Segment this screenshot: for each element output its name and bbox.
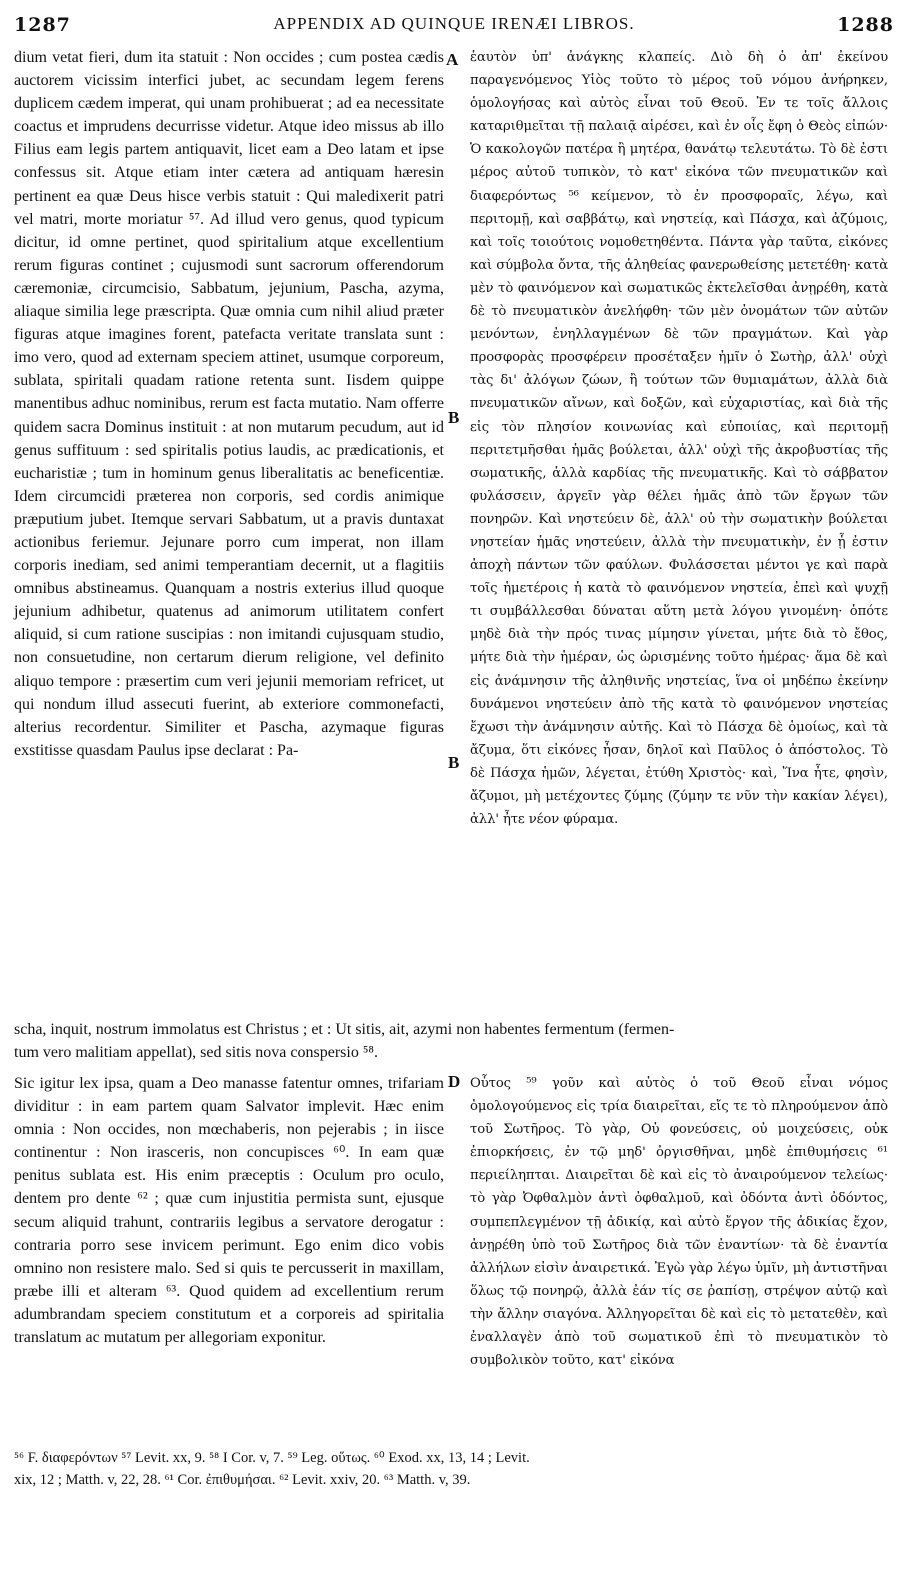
greek-column-lower (470, 1072, 888, 1372)
footnote-line-1: ⁵⁶ F. διαφερόντων ⁵⁷ Levit. xx, 9. ⁵⁸ I Cor. v, 7. ⁵⁹ Leg. οὕτως. ⁶⁰ Exod. xx, 13, 14 ; Levit. (14, 1450, 530, 1466)
margin-letter-d: D (448, 1072, 461, 1091)
latin-column-upper (14, 46, 444, 762)
greek-column-upper (470, 46, 888, 831)
page-number-right: 1288 (837, 14, 894, 36)
margin-letter-b1: B (448, 408, 460, 427)
footnote-line-2: xix, 12 ; Matth. v, 22, 28. ⁶¹ Cor. ἐπιθυμήσαι. ⁶² Levit. xxiv, 20. ⁶³ Matth. v, 39. (14, 1472, 471, 1488)
running-header (14, 14, 894, 40)
spanning-line-2: tum vero malitiam appellat), sed sitis nova conspersio ⁵⁸. (14, 1044, 378, 1061)
page-number-left: 1287 (14, 14, 71, 36)
latin-column-lower (14, 1072, 444, 1349)
running-title: APPENDIX AD QUINQUE IRENÆI LIBROS. (273, 14, 635, 33)
latin-paragraph-2: Sic igitur lex ipsa, quam a Deo manasse fatentur omnes, trifariam dividitur : in eam partem quam Salvator implevit. Hæc enim omnia : Non occides, non mœchaberis, non pejerabis ; in iisce continentur : Non irasceris, non concupisces ⁶⁰. In eam quæ penitus sublata est. His enim præceptis : Oculum pro oculo, dentem pro dente ⁶² ; quæ cum injustitia permista sunt, ejusque secum aliquid trahunt, contrariis legibus a servatore derogatur : contraria porro sese invicem perimunt. Ego enim dico vobis omnino non resistere malo. Sed si quis te percusserit in maxillam, præbe illi et alteram ⁶³. Quod quidem ad excellentium rerum adumbrandam speciem constitutum et a corporeis ad spiritalia translatum ac mutatum per allegoriam exponitur. (14, 1075, 444, 1347)
greek-paragraph-2: Οὗτος ⁵⁹ γοῦν καὶ αὐτὸς ὁ τοῦ Θεοῦ εἶναι νόμος ὁμολογούμενος εἰς τρία διαιρεῖται, εἴς τε τὸ πληρούμενον ἀπὸ τοῦ Σωτῆρος. Τὸ γὰρ, Οὐ φονεύσεις, οὐ μοιχεύσεις, οὐκ ἐπιορκήσεις, ἐν τῷ μηδ' ὀργισθῆναι, μηδὲ ἐπιθυμήσεις ⁶¹ περιείληπται. Διαιρεῖται δὲ καὶ εἰς τὸ ἀναιρούμενον τελείως· τὸ γὰρ Ὀφθαλμὸν ἀντὶ ὀφθαλμοῦ, καὶ ὀδόντα ἀντὶ ὀδόντος, συμπεπλεγμένον τῇ ἀδικίᾳ, καὶ αὐτὸ ἔργον τῆς ἀδικίας ἔχον, ἀνῃρέθη ὑπὸ τοῦ Σωτῆρος διὰ τῶν ἐναντίων· τὰ δὲ ἐναντία ἀλλήλων εἰσὶν ἀναιρετικά. Ἐγὼ γὰρ λέγω ὑμῖν, μὴ ἀντιστῆναι ὅλως τῷ πονηρῷ, ἀλλὰ ἐάν τίς σε ῥαπίσῃ, στρέψον αὐτῷ καὶ τὴν ἄλλην σιαγόνα. Ἀλληγορεῖται δὲ καὶ εἰς τὸ μετατεθὲν, καὶ ἐναλλαγὲν ἀπὸ τοῦ σωματικοῦ ἐπὶ τὸ πνευματικὸν τὸ συμβολικὸν τοῦτο, κατ' εἰκόνα (470, 1076, 888, 1369)
margin-letter-b2: B (448, 753, 460, 772)
spanning-line-1: scha, inquit, nostrum immolatus est Christus ; et : Ut sitis, ait, azymi non habentes fermentum (fermen- (14, 1021, 675, 1038)
margin-letter-a: A (446, 50, 459, 69)
greek-paragraph-1: ἑαυτὸν ὑπ' ἀνάγκης κλαπείς. Διὸ δὴ ὁ ἀπ' ἐκείνου παραγενόμενος Υἱὸς τοῦτο τὸ μέρος τοῦ νόμου ἀνήρηκεν, ὁμολογήσας καὶ αὐτὸς εἶναι τοῦ Θεοῦ. Ἐν τε τοῖς ἄλλοις καταριθμεῖται τῇ παλαιᾷ αἱρέσει, καὶ ἐν οἷς ἔφη ὁ Θεὸς εἰπών· Ὁ κακολογῶν πατέρα ἢ μητέρα, θανάτῳ τελευτάτω. Τὸ δὲ ἐστι μέρος αὐτοῦ τυπικὸν, τὸ κατ' εἰκόνα τῶν πνευματικῶν καὶ διαφερόντως ⁵⁶ κείμενον, τὸ ἐν προσφοραῖς, λέγω, καὶ περιτομῇ, καὶ σαββάτῳ, καὶ νηστείᾳ, καὶ Πάσχα, καὶ ἀζύμοις, καὶ τοῖς τοιούτοις νομοθετηθέντα. Πάντα γὰρ ταῦτα, εἰκόνες καὶ σύμβολα ὄντα, τῆς ἀληθείας φανερωθείσης μετετέθη· κατὰ μὲν τὸ φαινόμενον καὶ σωματικῶς ἐκτελεῖσθαι ἀνῃρέθη, κατὰ δὲ τὸ πνευματικὸν ἀνελήφθη· τῶν μὲν ὀνομάτων τῶν αὐτῶν μενόντων, ἐνηλλαγμένων δὲ τῶν πραγμάτων. Καὶ γὰρ προσφορὰς προσφέρειν προσέταξεν ἡμῖν ὁ Σωτὴρ, ἀλλ' οὐχὶ τὰς δι' ἀλόγων ζώων, ἢ τούτων τῶν θυμιαμάτων, ἀλλὰ διὰ πνευματικῶν αἴνων, καὶ δοξῶν, καὶ εὐχαριστίας, καὶ διὰ τῆς εἰς τὸν πλησίον κοινωνίας καὶ εὐποιίας, καὶ περιτομῇ περιτετμῆσθαι ἡμᾶς βούλεται, ἀλλ' οὐχὶ τῆς ἀκροβυστίας τῆς σωματικῆς, ἀλλὰ καρδίας τῆς πνευματικῆς. Καὶ τὸ σάββατον φυλάσσειν, ἀργεῖν γὰρ θέλει ἡμᾶς ἀπὸ τῶν ἔργων τῶν πονηρῶν. Καὶ νηστεύειν δὲ, ἀλλ' οὐ τὴν σωματικὴν βούλεται νηστείαν ἡμᾶς νηστεύειν, ἀλλὰ τὴν πνευματικὴν, ἐν ᾗ ἐστιν ἀποχὴ πάντων τῶν φαύλων. Φυλάσσεται μέντοι γε καὶ παρὰ τοῖς ἡμετέροις ἡ κατὰ τὸ φαινόμενον νηστεία, ἐπεὶ καὶ ψυχῇ τι συμβάλλεσθαι δύναται αὕτη μετὰ λόγου γινομένη· ὁπότε μηδὲ διὰ τὴν πρός τινας μίμησιν γίνεται, μήτε διὰ τὸ ἔθος, μήτε διὰ τὴν ἡμέραν, ὡς ὡρισμένης τοῦτο ἡμέρας· ἅμα δὲ καὶ εἰς ἀνάμνησιν τῆς ἀληθινῆς νηστείας, ἵνα οἱ μηδέπω ἐκείνην δυνάμενοι νηστεύειν ἀπὸ τῆς κατὰ τὸ φαινόμενον νηστείας ἔχωσι τὴν ἀνάμνησιν αὐτῆς. Καὶ τὸ Πάσχα δὲ ὁμοίως, καὶ τὰ ἄζυμα, ὅτι εἰκόνες ἦσαν, δηλοῖ καὶ Παῦλος ὁ ἀπόστολος. Τὸ δὲ Πάσχα ἡμῶν, λέγεται, ἐτύθη Χριστὸς· καὶ, Ἵνα ἦτε, φησὶν, ἄζυμοι, μὴ μετέχοντες ζύμης (ζύμην τε νῦν τὴν κακίαν λέγει), ἀλλ' ἦτε νέον φύραμα. (470, 50, 888, 828)
latin-paragraph-1: dium vetat fieri, dum ita statuit : Non occides ; cum postea cædis auctorem vicissim interfici jubet, ac secundam legem ferens duplicem cædem imperat, qui unam prohibuerat ; ad ea necessitate coactus et imprudens decurrisse videtur. Atque ideo missus ab illo Filius eam legis partem antiquavit, licet eam a Deo latam et ipse confessus sit. Atque etiam inter cætera ad antiquam hæresin pertinent ea quæ Deus hisce verbis statuit : Qui maledixerit patri vel matri, morte moriatur ⁵⁷. Ad illud vero genus, quod typicum dicitur, id omne pertinet, quod spiritalium atque excellentium rerum figuras continet ; cujusmodi sunt sacrorum offerendorum cæremoniæ, circumcisio, Sabbatum, jejunium, Pascha, azyma, aliaque similia lege præscripta. Quæ omnia cum nihil aliud præter figuras atque imagines forent, patefacta veritate translata sunt : imo vero, quod ad externam speciem attinet, usumque corporeum, sublata, spiritali quadam ratione retenta sunt. Iisdem quippe manentibus adhuc nominibus, rerum est facta mutatio. Nam offerre quidem sacra Dominus instituit : at non mutarum pecudum, aut id genus suffituum : sed spiritalis potius laudis, ac prædicationis, et eucharistiæ ; tum in hominum genus liberalitatis ac beneficentiæ. Idem circumcidi præterea non corporis, sed cordis animique præputium jubet. Itemque servari Sabbatum, ut a pravis duntaxat actionibus feriemur. Jejunare porro cum imperat, non illam corporis inediam, sed animi temperantiam decernit, ut a flagitiis omnibus abstineamus. Quanquam a nostris exterius illud quoque jejunium adhibetur, quatenus ad animorum utilitatem confert aliquid, si cum ratione suscipias : non imitandi cujusquam studio, non consuetudine, non certarum dierum religione, vel definito aliquo tempore : præsertim cum veri jejunii memoriam refricet, ut qui nondum illud assecuti fuerint, ab exteriore commonefacti, alterius recordentur. Similiter et Pascha, azymaque figuras exstitisse quasdam Paulus ipse declarat : Pa- (14, 49, 444, 759)
